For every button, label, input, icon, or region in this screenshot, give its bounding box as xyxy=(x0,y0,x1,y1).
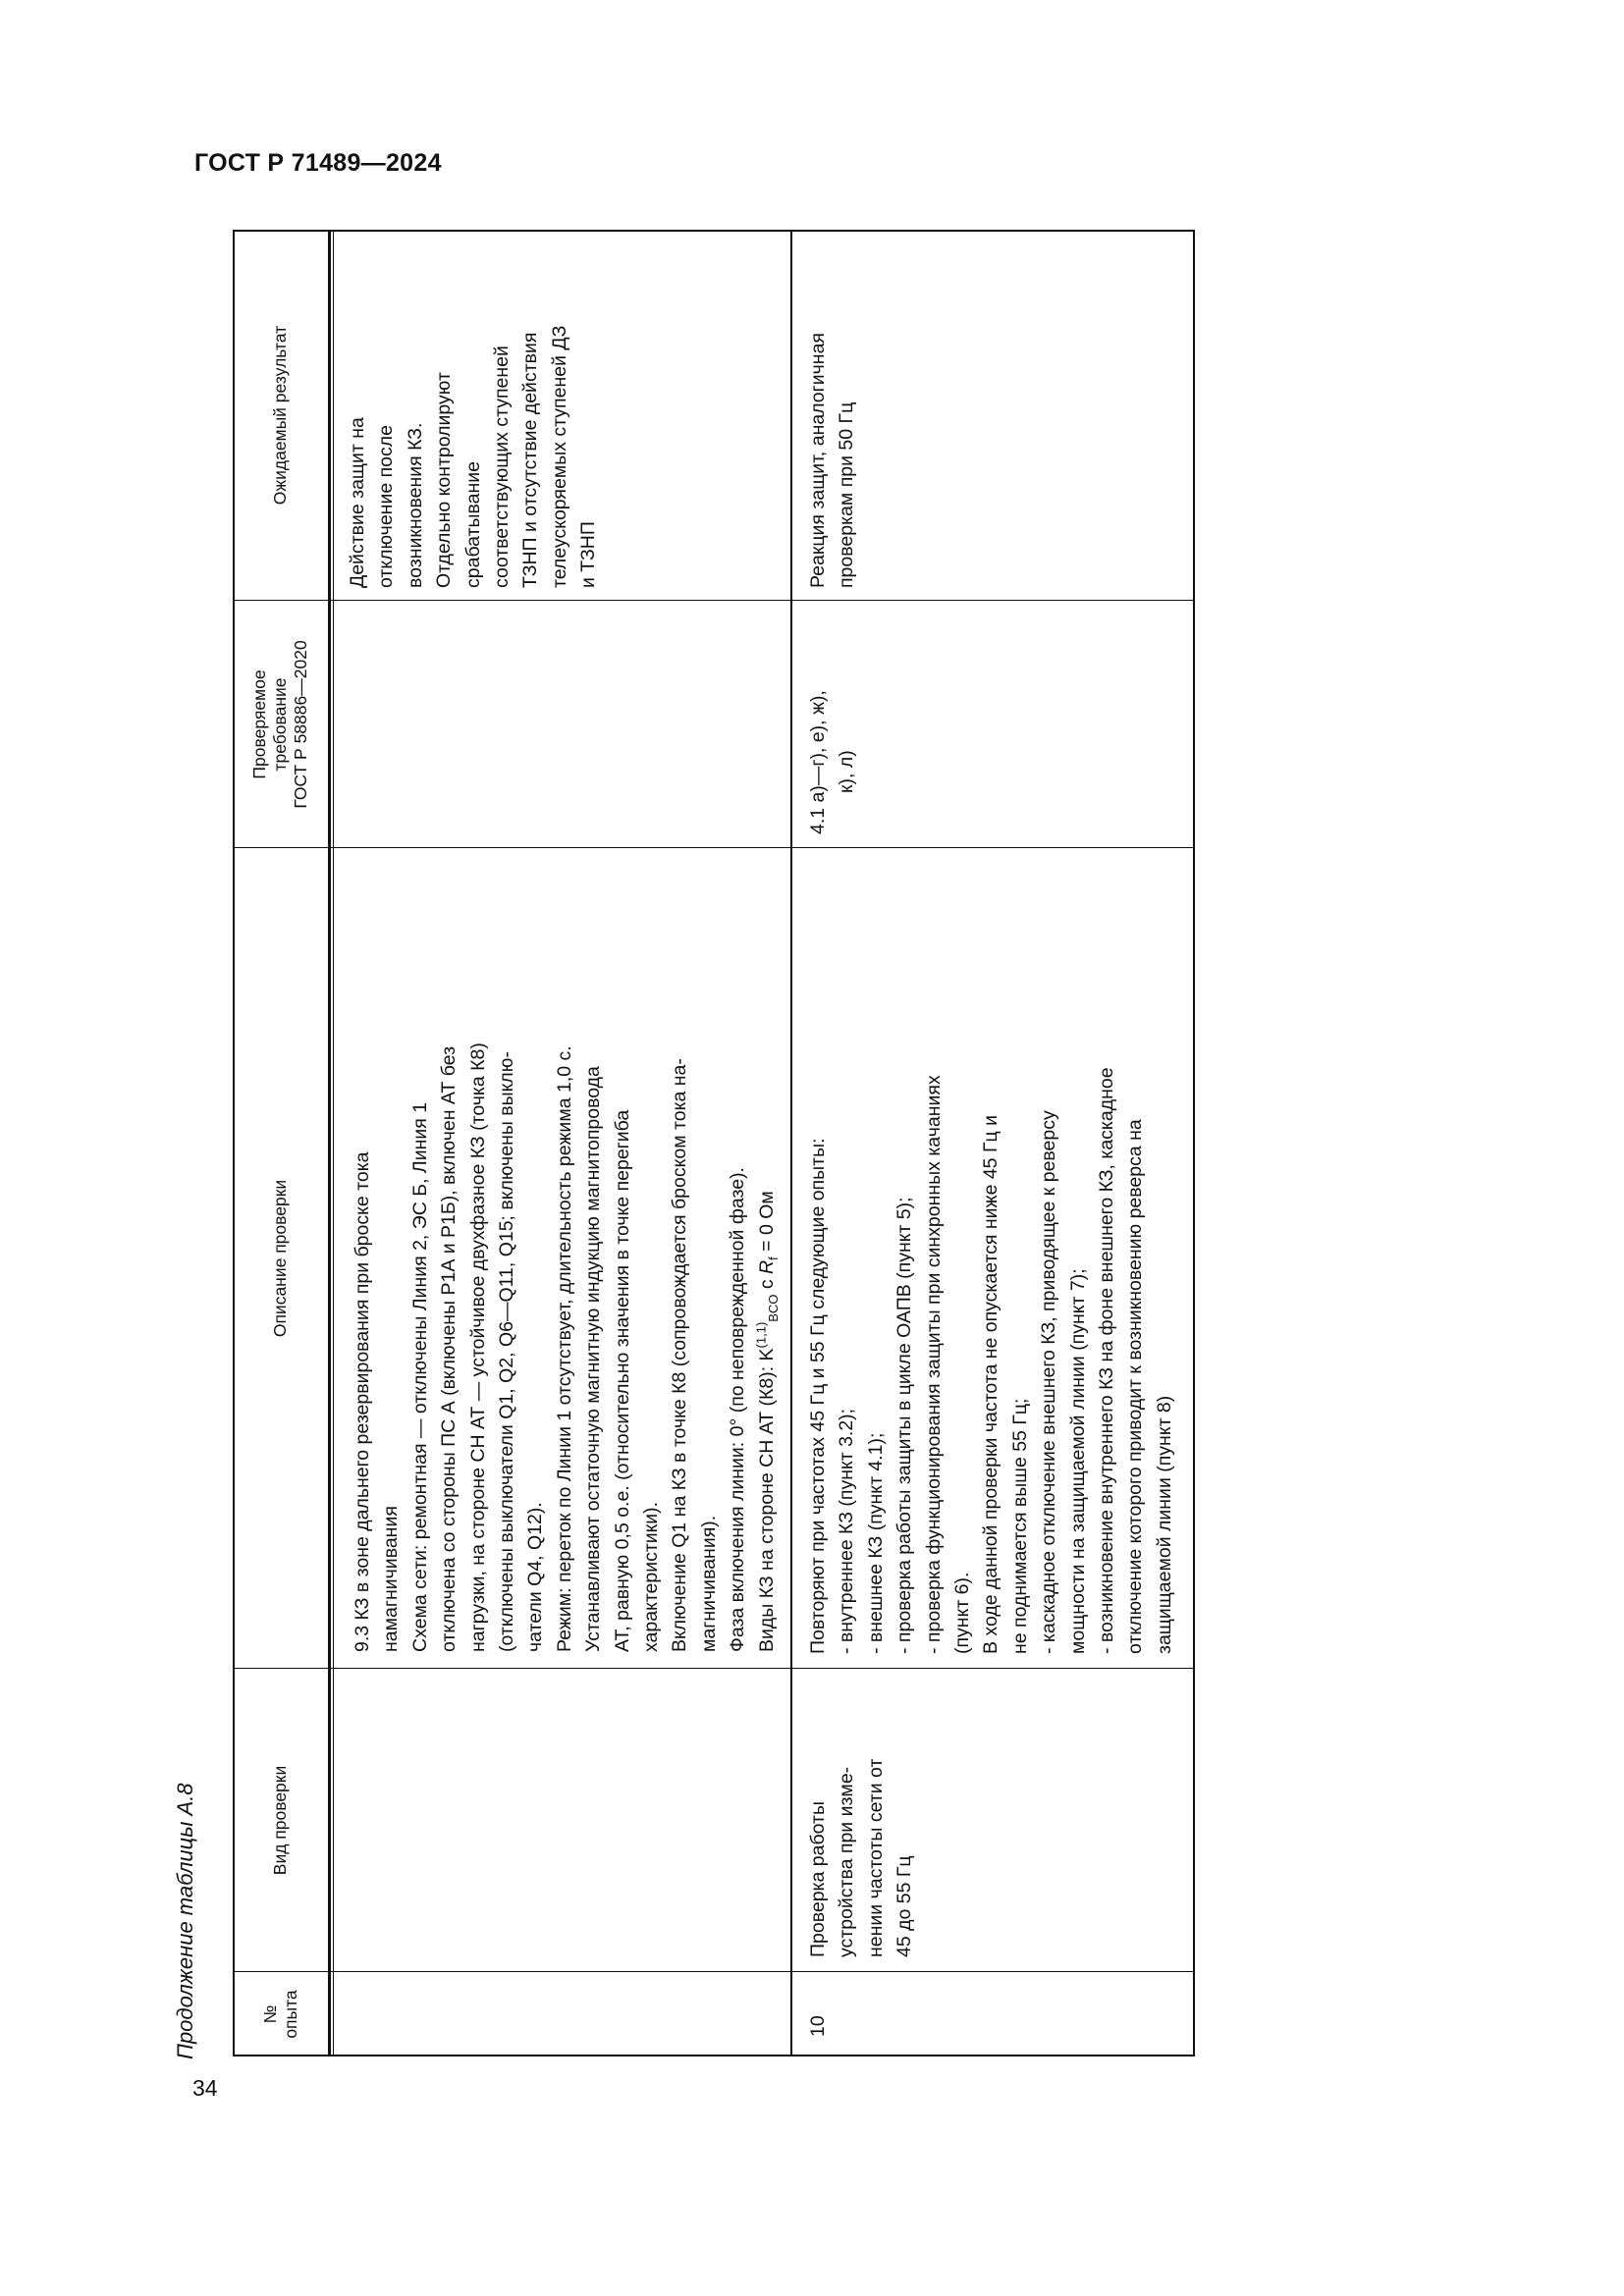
result-line: срабатывание xyxy=(461,460,484,588)
description-line: (отключены выключатели Q1, Q2, Q6—Q11, Q15; включены выклю- xyxy=(496,1051,518,1652)
type-line: 45 до 55 Гц xyxy=(893,1855,916,1957)
description-line: чатели Q4, Q12). xyxy=(524,1502,547,1652)
header-divider-double xyxy=(330,230,334,2056)
document-title: ГОСТ Р 71489—2024 xyxy=(194,149,442,177)
formula-sup: (1,1) xyxy=(753,1321,769,1349)
type-line: Проверка работы xyxy=(807,1801,829,1957)
description-line: В ходе данной проверки частота не опускается ниже 45 Гц и xyxy=(980,1115,1002,1654)
description-line: (пункт 6). xyxy=(951,1572,974,1654)
header-description: Описание проверки xyxy=(270,1179,290,1338)
header-requirement-line: требование xyxy=(270,677,290,772)
description-line: характеристики). xyxy=(640,1501,663,1652)
result-line: и ТЗНП xyxy=(577,521,600,588)
result-line: Реакция защит, аналогичная xyxy=(807,333,829,588)
description-line: Включение Q1 на КЗ в точке К8 (сопровождается броском тока на- xyxy=(669,1058,691,1652)
description-line: АТ, равную 0,5 о.е. (относительно значения в точке перегиба xyxy=(611,1109,633,1652)
type-line: устройства при изме- xyxy=(836,1766,858,1957)
row2-type xyxy=(804,1669,920,1957)
description-line: 9.3 КЗ в зоне дальнего резервирования при броске тока xyxy=(352,1151,373,1652)
formula-prefix: Виды КЗ на стороне СН АТ (К8): K xyxy=(755,1348,778,1652)
description-line: отключение которого приводит к возникновению реверса на xyxy=(1124,1119,1147,1654)
result-line: возникновения КЗ. xyxy=(404,422,426,588)
formula-var-sub: f xyxy=(765,1256,781,1260)
formula-var: R xyxy=(755,1259,778,1274)
description-line: - внутреннее КЗ (пункт 3.2); xyxy=(836,1408,858,1654)
description-line: - проверка функционирования защиты при синхронных качаниях xyxy=(922,1075,945,1654)
type-line: нении частоты сети от xyxy=(864,1758,887,1957)
header-requirement xyxy=(233,601,328,848)
description-line: - возникновение внутреннего КЗ на фоне внешнего КЗ, каскадное xyxy=(1096,1067,1118,1654)
formula-mid: с xyxy=(755,1273,778,1295)
result-line: отключение после xyxy=(375,425,398,588)
description-line: отключена со стороны ПС А (включены Р1А и Р1Б), включен АТ без xyxy=(438,1045,460,1652)
page-number: 34 xyxy=(192,2075,218,2101)
description-line: - проверка работы защиты в цикле ОАПВ (пункт 5); xyxy=(893,1197,916,1654)
requirement-line: 4.1 а)—г), е), ж), xyxy=(807,690,829,834)
description-line: Устанавливают остаточную магнитную индукцию магнитопровода xyxy=(582,1066,605,1652)
row-divider xyxy=(790,230,792,2056)
description-line: намагничивания xyxy=(380,1506,403,1652)
result-line: соответствующих ступеней xyxy=(491,346,514,588)
description-line: не поднимается выше 55 Гц; xyxy=(1008,1398,1031,1654)
description-line: защищаемой линии (пункт 8) xyxy=(1153,1395,1175,1654)
col-divider xyxy=(233,1668,1195,1669)
description-line: Фаза включения линии: 0° (по неповрежденной фазе). xyxy=(727,1167,749,1652)
result-line: Отдельно контролируют xyxy=(433,372,456,588)
result-line: ТЗНП и отсутствие действия xyxy=(519,332,542,588)
description-line: Схема сети: ремонтная — отключены Линия 2, ЭС Б, Линия 1 xyxy=(408,1101,431,1652)
row1-description xyxy=(349,855,782,1652)
description-line: нагрузки, на стороне СН АТ — устойчивое двухфазное КЗ (точка К8) xyxy=(466,1042,489,1652)
description-line: Режим: переток по Линии 1 отсутствует, длительность режима 1,0 с. xyxy=(553,1045,575,1652)
description-formula-line xyxy=(753,855,782,1652)
row1-result xyxy=(344,230,604,588)
description-line: мощности на защищаемой линии (пункт 7); xyxy=(1066,1268,1089,1654)
table xyxy=(233,230,1195,2056)
formula-sub: BCO xyxy=(765,1294,781,1322)
header-type: Вид проверки xyxy=(270,1765,290,1876)
description-line: магничивания). xyxy=(697,1515,720,1652)
row2-requirement xyxy=(804,601,862,834)
description-line: Повторяют при частотах 45 Гц и 55 Гц следующие опыты: xyxy=(807,1138,829,1654)
result-line: проверкам при 50 Гц xyxy=(836,401,858,588)
col-divider xyxy=(233,600,1195,601)
header-requirement-line: ГОСТ Р 58886—2020 xyxy=(291,640,310,809)
header-requirement-line: Проверяемое xyxy=(249,669,269,779)
description-line: - каскадное отключение внешнего КЗ, приводящее к реверсу xyxy=(1038,1110,1060,1654)
result-line: Действие защит на xyxy=(347,417,368,588)
row2-num: 10 xyxy=(807,2015,829,2037)
header-num-line: опыта xyxy=(280,1990,300,2039)
header-result: Ожидаемый результат xyxy=(270,325,290,506)
requirement-line: к), л) xyxy=(836,750,858,793)
row2-description xyxy=(804,848,1179,1654)
header-num-line: № xyxy=(259,2004,280,2024)
description-line: - внешнее КЗ (пункт 4.1); xyxy=(864,1432,887,1654)
row2-result xyxy=(804,230,862,588)
col-divider xyxy=(233,1971,1195,1972)
header-num xyxy=(233,1972,328,2056)
result-line: телеускоряемых ступеней ДЗ xyxy=(548,325,570,588)
table-caption: Продолжение таблицы А.8 xyxy=(173,1783,197,2059)
formula-suffix: = 0 Ом xyxy=(755,1191,778,1257)
